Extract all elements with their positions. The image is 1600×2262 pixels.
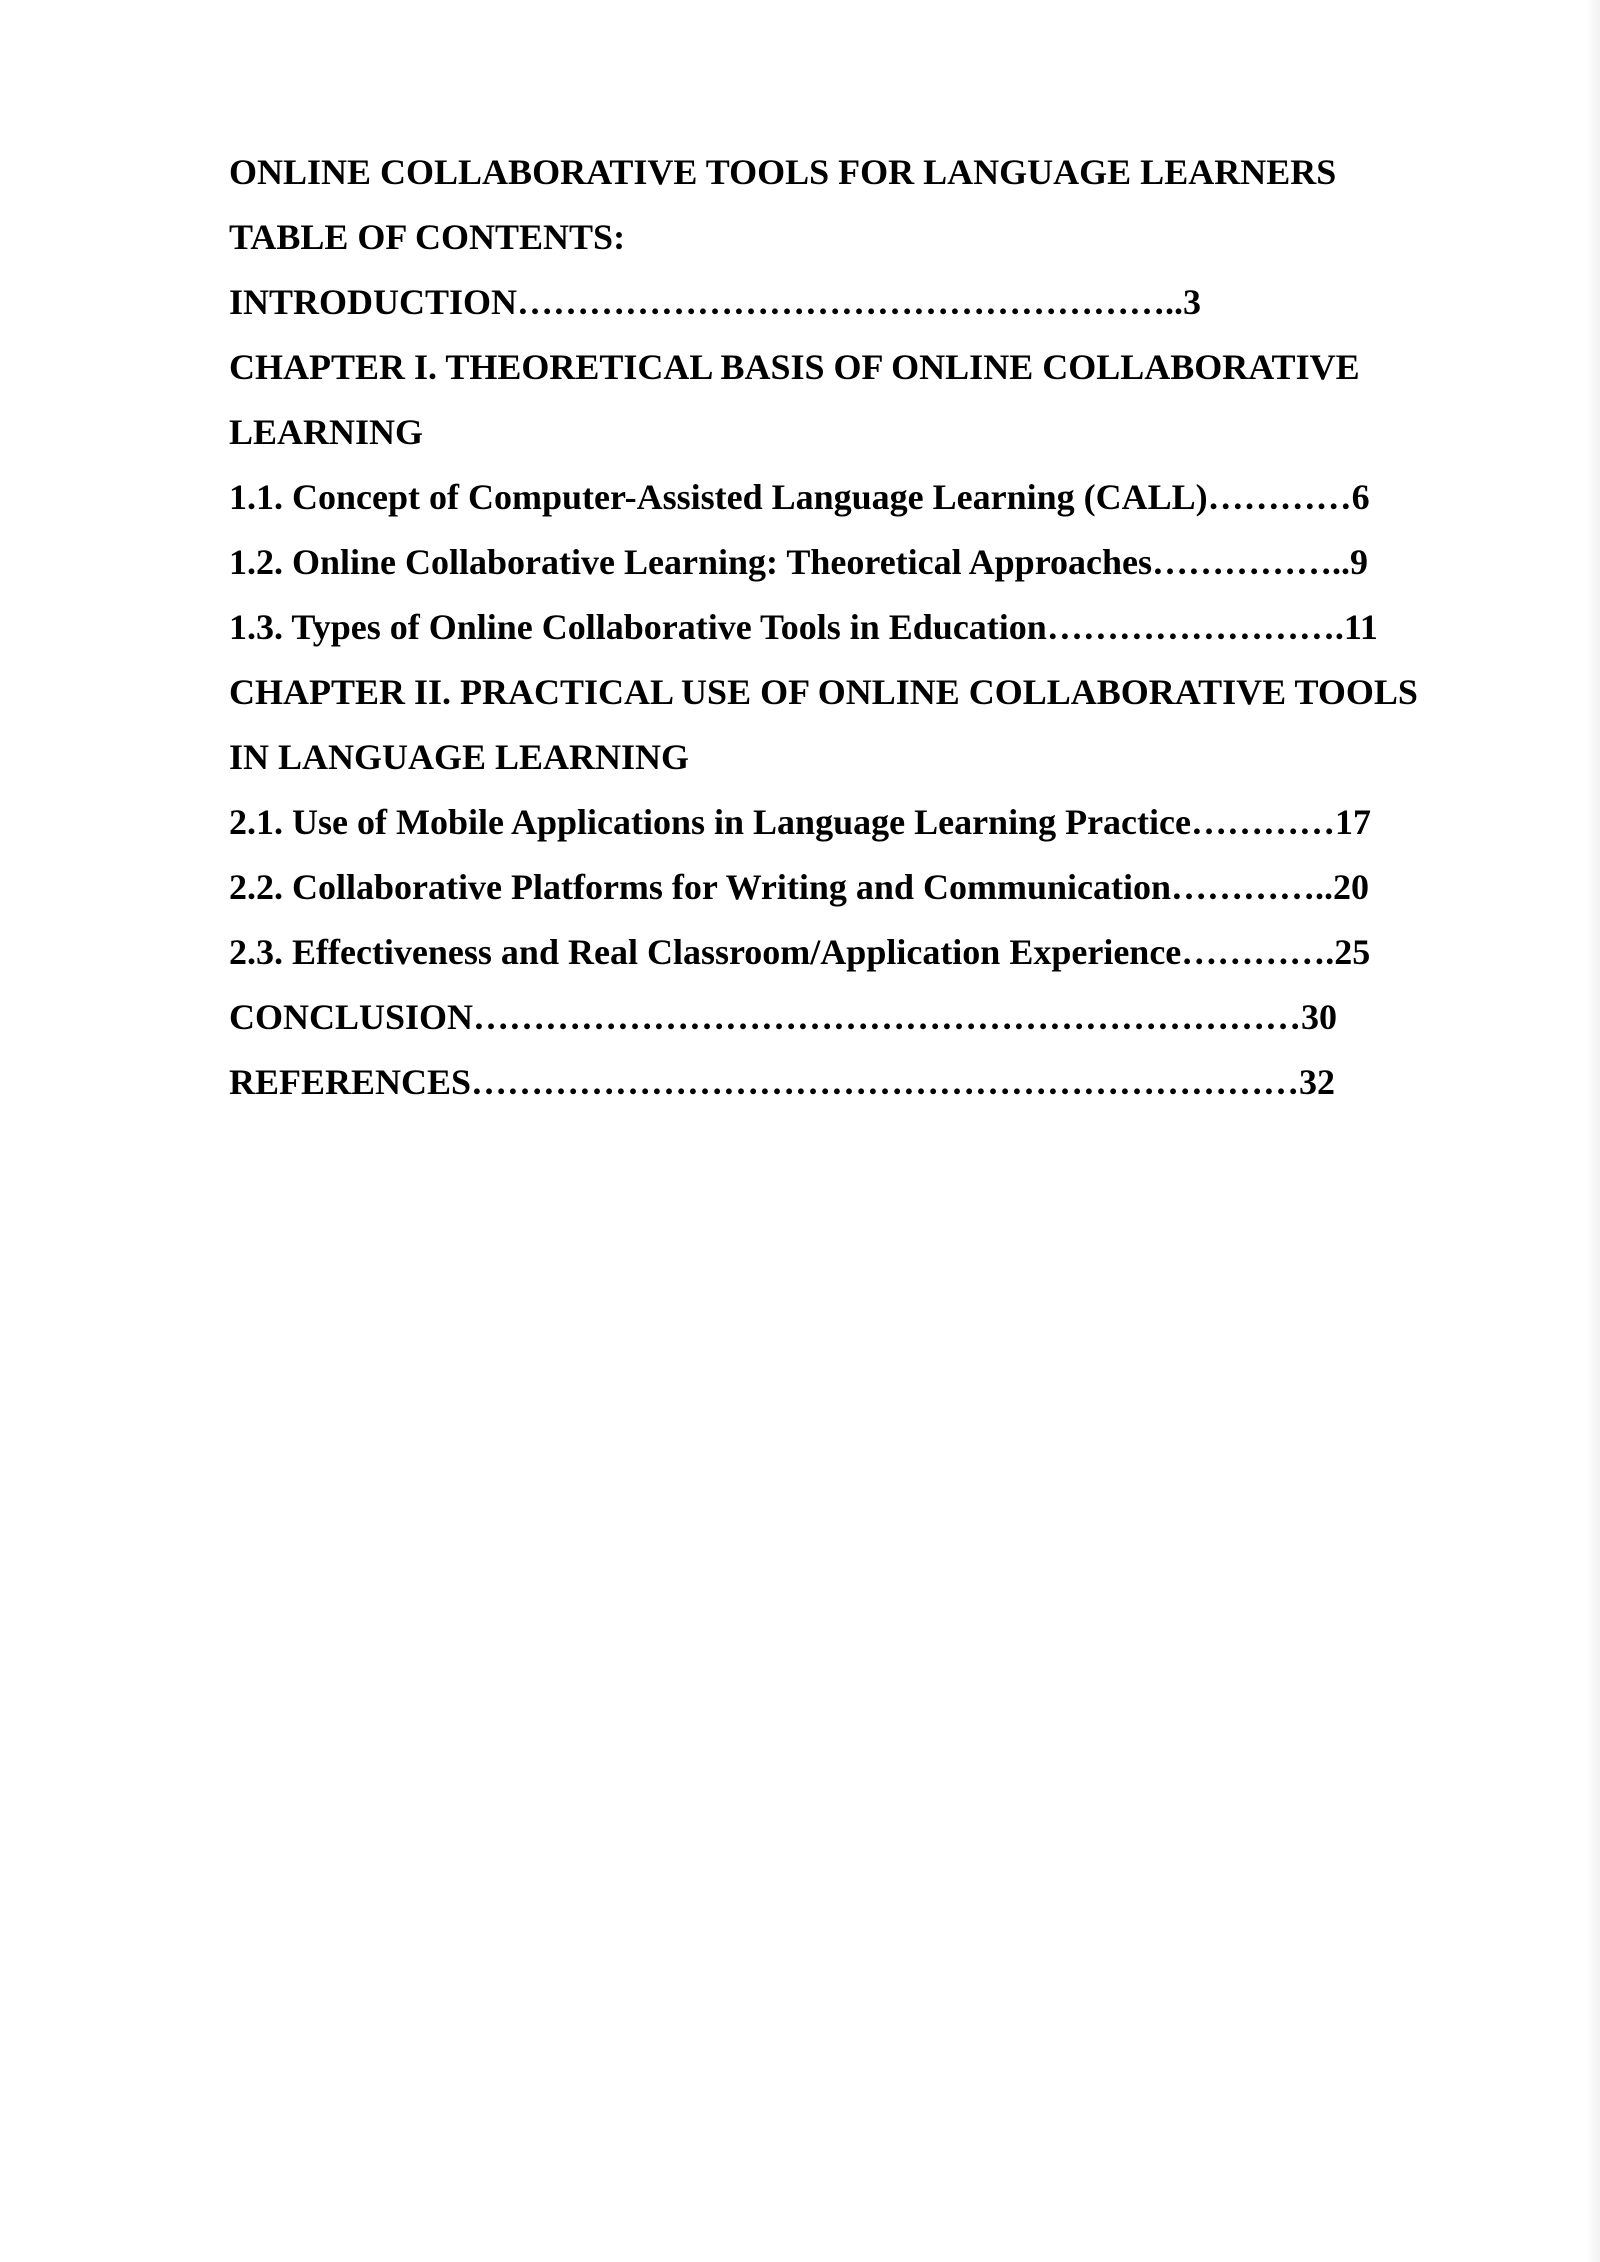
toc-entry-1-3: 1.3. Types of Online Collaborative Tools in Education…………………….11 <box>229 607 1378 647</box>
toc-entry-introduction: INTRODUCTION………………………………………………..3 <box>229 282 1202 322</box>
toc-heading: TABLE OF CONTENTS: <box>229 217 626 257</box>
toc-entry-2-1: 2.1. Use of Mobile Applications in Language Learning Practice…………17 <box>229 802 1371 842</box>
toc-entry-references: REFERENCES……………………………………………………………32 <box>229 1062 1336 1102</box>
toc-entry-2-2: 2.2. Collaborative Platforms for Writing and Communication…………..20 <box>229 867 1369 907</box>
chapter-2-title-line1: CHAPTER II. PRACTICAL USE OF ONLINE COLLABORATIVE TOOLS <box>229 672 1418 712</box>
toc-entry-chapter-1 <box>229 345 1529 455</box>
page-edge-shadow <box>1586 0 1600 2262</box>
chapter-1-title-line1: CHAPTER I. THEORETICAL BASIS OF ONLINE COLLABORATIVE <box>229 347 1360 387</box>
toc-entry-chapter-2 <box>229 670 1529 780</box>
toc-entry-conclusion: CONCLUSION……………………………………………………………30 <box>229 997 1338 1037</box>
toc-entry-1-1: 1.1. Concept of Computer-Assisted Language Learning (CALL)…………6 <box>229 477 1370 517</box>
toc-entry-2-3: 2.3. Effectiveness and Real Classroom/Application Experience………….25 <box>229 932 1371 972</box>
document-title: ONLINE COLLABORATIVE TOOLS FOR LANGUAGE LEARNERS <box>229 152 1337 192</box>
table-of-contents <box>229 150 1529 1125</box>
chapter-1-title-line2: LEARNING <box>229 412 424 452</box>
toc-entry-1-2: 1.2. Online Collaborative Learning: Theoretical Approaches……………..9 <box>229 542 1369 582</box>
chapter-2-title-line2: IN LANGUAGE LEARNING <box>229 737 690 777</box>
